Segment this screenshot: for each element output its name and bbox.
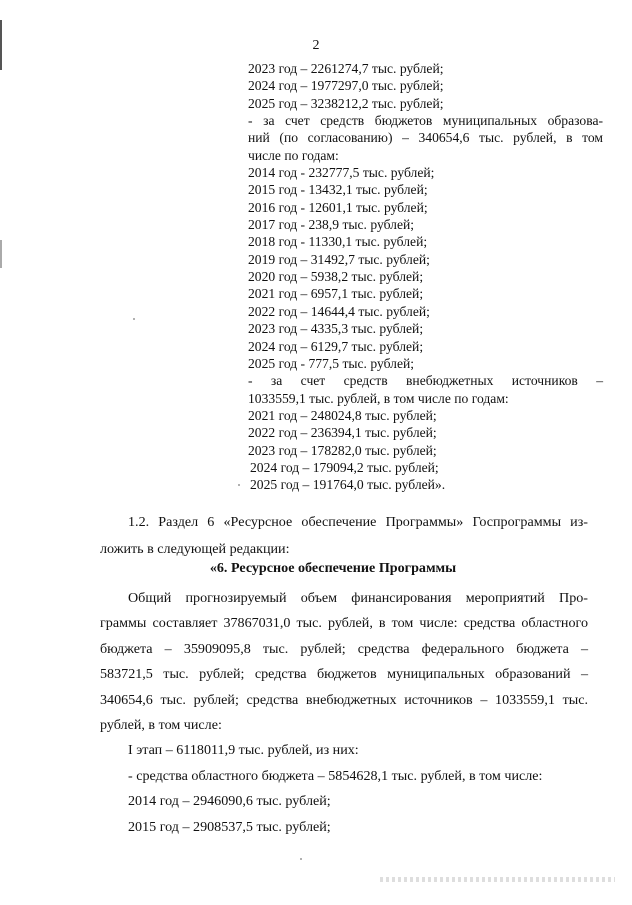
scan-speck [300,858,302,860]
budget-line: 2024 год – 179094,2 тыс. рублей; [250,459,439,475]
body-line: - средства областного бюджета – 5854628,1 тыс. рублей, в том числе: [128,767,543,784]
budget-line: 2021 год – 6957,1 тыс. рублей; [248,286,424,302]
budget-line: 2024 год – 6129,7 тыс. рублей; [248,338,424,354]
body-line: граммы составляет 37867031,0 тыс. рублей, в том числе: средства областного [100,615,588,632]
budget-line: 2020 год – 5938,2 тыс. рублей; [248,269,424,285]
budget-line: - за счет средств внебюджетных источников – [248,373,603,389]
body-line: 340654,6 тыс. рублей; средства внебюджетных источников – 1033559,1 тыс. [100,691,588,708]
amendment-line: ложить в следующей редакции: [100,540,290,557]
budget-line: 2024 год – 1977297,0 тыс. рублей; [248,78,444,94]
budget-line: 2023 год – 4335,3 тыс. рублей; [248,321,424,337]
budget-line: 2025 год – 191764,0 тыс. рублей». [250,477,446,493]
budget-line: числе по годам: [248,147,339,163]
scan-edge-mark [0,240,2,268]
body-line: 2015 год – 2908537,5 тыс. рублей; [128,818,331,835]
budget-line: 1033559,1 тыс. рублей, в том числе по годам: [248,390,509,406]
budget-line: 2019 год – 31492,7 тыс. рублей; [248,251,430,267]
body-line: I этап – 6118011,9 тыс. рублей, из них: [128,742,359,759]
page-number: 2 [312,38,320,53]
budget-line: 2014 год - 232777,5 тыс. рублей; [248,165,435,181]
budget-line: 2025 год – 3238212,2 тыс. рублей; [248,95,444,111]
amendment-line: 1.2. Раздел 6 «Ресурсное обеспечение Программы» Госпрограммы из- [128,514,588,530]
budget-line: 2017 год - 238,9 тыс. рублей; [248,217,415,233]
body-line: Общий прогнозируемый объем финансирования мероприятий Про- [128,590,588,606]
amendment-paragraph [100,509,588,562]
section-heading: «6. Ресурсное обеспечение Программы [209,560,457,576]
budget-line: 2022 год – 14644,4 тыс. рублей; [248,303,430,319]
budget-line: - за счет средств бюджетов муниципальных образова- [248,113,603,129]
budget-line: 2025 год - 777,5 тыс. рублей; [248,355,415,371]
budget-line: 2022 год – 236394,1 тыс. рублей; [248,425,437,441]
budget-line: 2015 год - 13432,1 тыс. рублей; [248,182,428,198]
budget-line: 2018 год - 11330,1 тыс. рублей; [248,234,428,250]
body-line: рублей, в том числе: [100,717,222,734]
scan-speck [133,318,135,320]
section-body [100,586,588,840]
budget-by-year-block [248,60,603,494]
body-line: 2014 год – 2946090,6 тыс. рублей; [128,793,331,810]
budget-line: 2023 год – 2261274,7 тыс. рублей; [248,61,444,76]
scan-speck [238,484,240,486]
body-line: бюджета – 35909095,8 тыс. рублей; средства федерального бюджета – [100,640,588,657]
budget-line: 2023 год – 178282,0 тыс. рублей; [248,442,437,458]
budget-line: ний (по согласованию) – 340654,6 тыс. рублей, в том [248,130,603,146]
budget-line: 2016 год - 12601,1 тыс. рублей; [248,199,428,215]
scan-footer-noise [380,877,615,882]
budget-line: 2021 год – 248024,8 тыс. рублей; [248,407,437,423]
body-line: 583721,5 тыс. рублей; средства бюджетов муниципальных образований – [100,666,588,683]
